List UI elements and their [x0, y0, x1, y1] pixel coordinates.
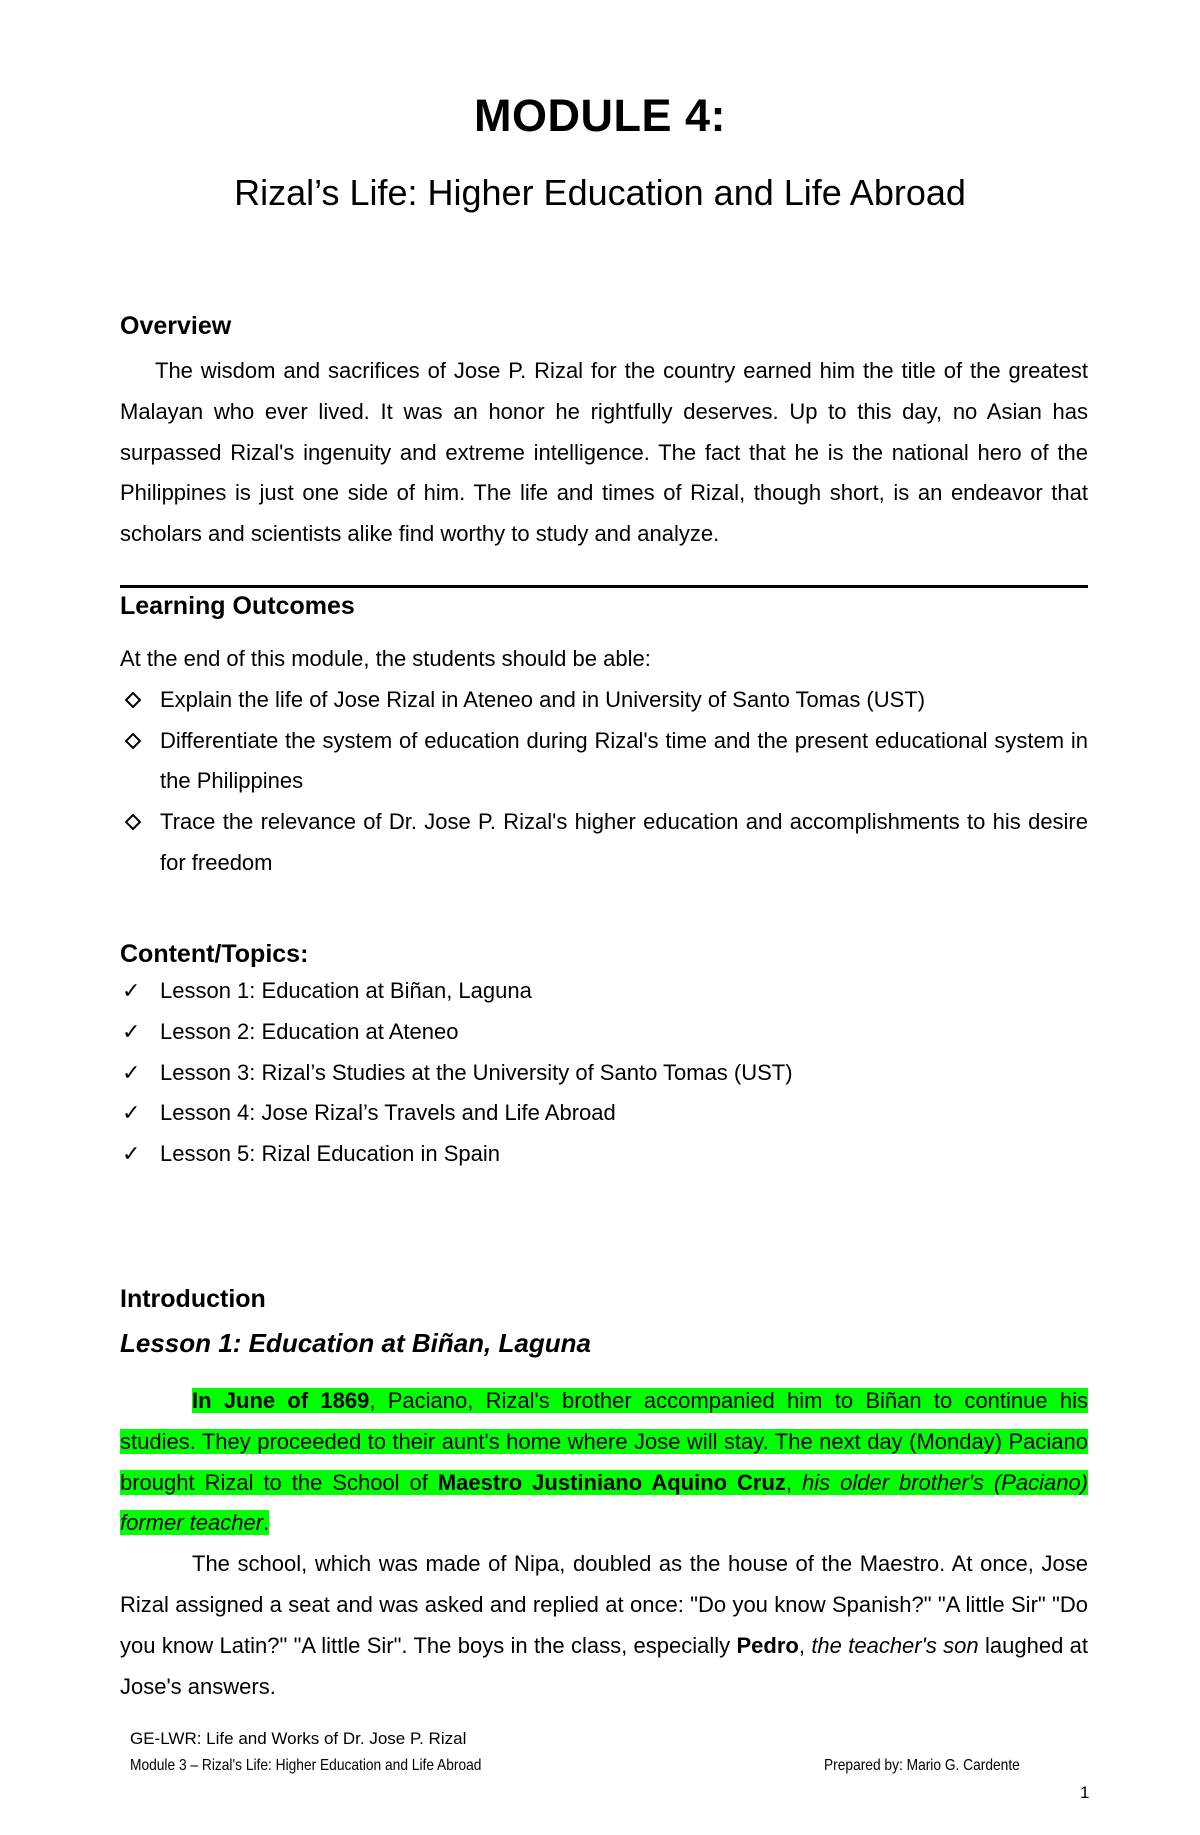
list-item: [120, 1053, 1088, 1094]
topic-text: Lesson 5: Rizal Education in Spain: [160, 1141, 500, 1167]
list-item: [120, 1012, 1088, 1053]
outcome-text: Trace the relevance of Dr. Jose P. Rizal's higher education and accomplishments to his desire for freedom: [160, 809, 1088, 875]
list-item: [120, 1093, 1088, 1134]
page-number: 1: [1080, 1783, 1090, 1802]
content-topics-heading: Content/Topics:: [120, 940, 309, 968]
footer-prepared-by: Prepared by: Mario G. Cardente: [824, 1757, 1020, 1774]
topic-text: Lesson 3: Rizal’s Studies at the University of Santo Tomas (UST): [160, 1059, 793, 1085]
son-note: the teacher's son: [811, 1632, 979, 1658]
outcome-text: Differentiate the system of education during Rizal's time and the present educational system in the Philippines: [160, 727, 1088, 794]
footer-module-line: Module 3 – Rizal's Life: Higher Education and Life Abroad: [130, 1757, 482, 1774]
topic-text: Lesson 1: Education at Biñan, Laguna: [160, 978, 532, 1003]
list-item: [120, 1134, 1088, 1175]
footer-course: GE-LWR: Life and Works of Dr. Jose P. Rizal: [130, 1729, 467, 1748]
learning-outcomes-heading: Learning Outcomes: [120, 592, 355, 620]
introduction-heading: Introduction: [120, 1285, 266, 1313]
list-item: [120, 680, 1088, 721]
topic-text: Lesson 2: Education at Ateneo: [160, 1018, 459, 1044]
intro-paragraph-1: [120, 1381, 1088, 1544]
outcome-text: Explain the life of Jose Rizal in Ateneo and in University of Santo Tomas (UST): [160, 686, 926, 712]
learning-outcomes-section: [120, 592, 1088, 884]
topics-list: [120, 971, 1088, 1175]
intro-paragraph-2: [120, 1544, 1088, 1707]
learning-outcomes-list: [120, 680, 1088, 884]
overview-heading: Overview: [120, 312, 232, 340]
maestro-name: Maestro Justiniano Aquino Cruz: [437, 1469, 786, 1495]
check-icon: ✓: [122, 978, 141, 1003]
pedro-name: Pedro: [736, 1632, 799, 1658]
topic-text: Lesson 4: Jose Rizal’s Travels and Life Abroad: [160, 1100, 616, 1126]
passage-text: The school, which was made of Nipa, doubled as the house of the Maestro. At once, Jose Rizal assigned a seat and was asked and replied at once: "Do you know Spanish?" "A little Sir" "Do you know Latin?" "A little Sir". The boys in the class, especially: [120, 1551, 1088, 1658]
teacher-note: his older brother's (Paciano) former teacher: [120, 1469, 1089, 1536]
overview-text: The wisdom and sacrifices of Jose P. Rizal for the country earned him the title of the greatest Malayan who ever lived. It was an honor he rightfully deserves. Up to this day, no Asian has surpassed Rizal's ingenuity and extreme intelligence. The fact that he is the national hero of the Philippines is just one side of him. The life and times of Rizal, though short, is an endeavor that scholars and scientists alike find worthy to study and analyze.: [120, 358, 1088, 547]
list-item: [120, 721, 1088, 803]
passage-text: ,: [798, 1632, 812, 1658]
highlighted-passage: [120, 1388, 1088, 1535]
list-item: [120, 802, 1088, 884]
date-emphasis: In June of 1869: [192, 1388, 370, 1413]
passage-text: , Paciano, Rizal's brother accompanied him to Biñan to continue his studies. They proceeded to their aunt's home where Jose will stay. The next day (Monday) Paciano brought Rizal to the School of: [120, 1388, 1088, 1495]
overview-section: [120, 312, 1088, 555]
check-icon: ✓: [122, 1018, 141, 1044]
list-item: [120, 971, 1088, 1012]
check-icon: ✓: [122, 1059, 141, 1085]
learning-outcomes-intro: At the end of this module, the students should be able:: [120, 646, 651, 671]
passage-text: ,: [785, 1469, 803, 1495]
module-subtitle: Rizal’s Life: Higher Education and Life Abroad: [234, 172, 966, 213]
section-divider: [120, 585, 1088, 588]
check-icon: ✓: [122, 1141, 141, 1167]
passage-text: .: [263, 1510, 270, 1536]
check-icon: ✓: [122, 1100, 141, 1126]
module-title: MODULE 4:: [474, 90, 726, 141]
introduction-section: [120, 1285, 1088, 1707]
content-topics-section: [120, 940, 1088, 1175]
passage-text: laughed at Jose's answers.: [120, 1632, 1088, 1699]
lesson-1-heading: Lesson 1: Education at Biñan, Laguna: [120, 1328, 591, 1358]
